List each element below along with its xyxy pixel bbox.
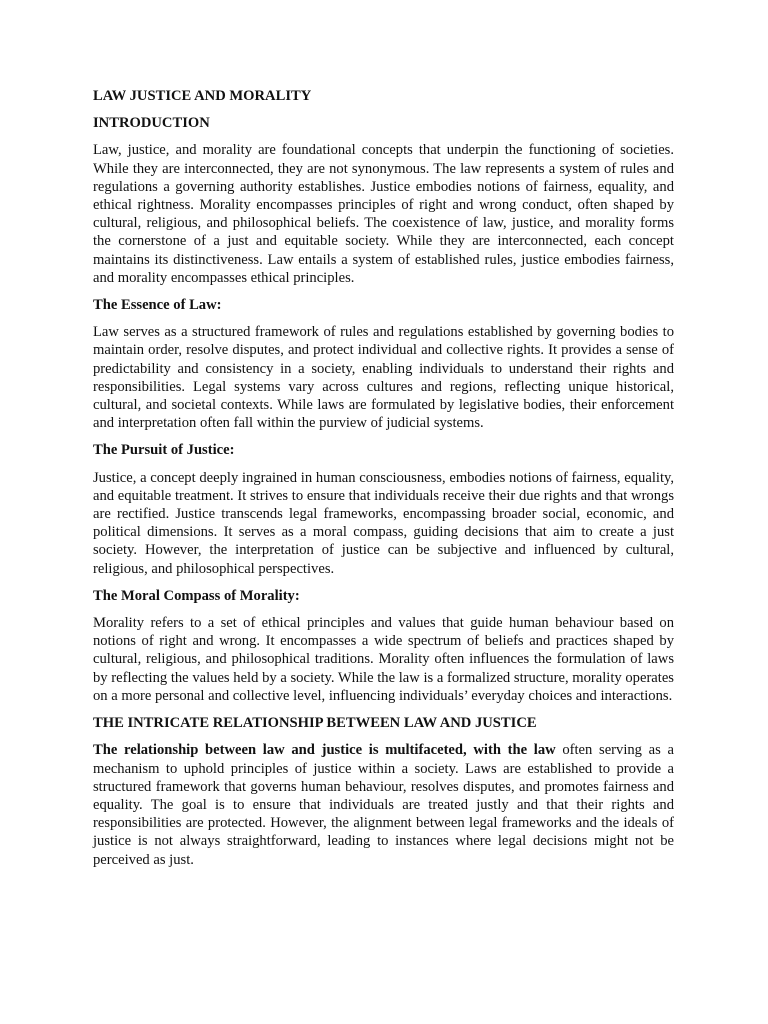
relationship-bold-lead: The relationship between law and justice is multifaceted, with the law [93, 742, 556, 759]
document-page [93, 87, 674, 878]
introduction-paragraph: Law, justice, and morality are foundational concepts that underpin the functioning of societies. While they are interconnected, they are not synonymous. The law represents a system of rules and regulations a governing authority establishes. Justice embodies notions of fairness, equality, and ethical rightness. Morality encompasses principles of right and wrong conduct, often shaped by cultural, religious, and philosophical beliefs. The coexistence of law, justice, and morality forms the cornerstone of a just and equitable society. While they are interconnected, each concept maintains its distinctiveness. Law entails a system of established rules, justice embodies fairness, and morality encompasses ethical principles. [93, 142, 674, 286]
pursuit-of-justice-paragraph: Justice, a concept deeply ingrained in human consciousness, embodies notions of fairness, equality, and equitable treatment. It strives to ensure that individuals receive their due rights and that wrongs are rectified. Justice transcends legal frameworks, encompassing broader social, economic, and political dimensions. It serves as a moral compass, guiding decisions that aim to create a just society. However, the interpretation of justice can be subjective and influenced by cultural, religious, and philosophical perspectives. [93, 469, 674, 577]
relationship-body-text: often serving as a mechanism to uphold principles of justice within a society. Laws are established to provide a structured framework that governs human behaviour, resolves disputes, and promotes fairness and equality. The goal is to ensure that individuals are treated justly and that their rights and responsibilities are protected. However, the alignment between legal frameworks and the ideals of justice is not always straightforward, leading to instances where legal decisions might not be perceived as just. [93, 742, 674, 868]
document-title: LAW JUSTICE AND MORALITY [93, 88, 312, 104]
law-justice-relationship-paragraph [93, 741, 674, 868]
essence-of-law-paragraph: Law serves as a structured framework of rules and regulations established by governing bodies to maintain order, resolve disputes, and protect individual and collective rights. It provides a sense of predictability and consistency in a society, enabling individuals to understand their rights and responsibilities. Legal systems vary across cultures and regions, reflecting unique historical, cultural, and societal contexts. While laws are formulated by legislative bodies, their enforcement and interpretation often fall within the purview of judicial systems. [93, 324, 674, 432]
moral-compass-heading: The Moral Compass of Morality: [93, 587, 300, 604]
essence-of-law-heading: The Essence of Law: [93, 297, 222, 314]
moral-compass-paragraph: Morality refers to a set of ethical principles and values that guide human behaviour based on notions of right and wrong. It encompasses a wide spectrum of beliefs and practices shaped by cultural, religious, and philosophical traditions. Morality often influences the formulation of laws by reflecting the values held by a society. While the law is a formalized structure, morality operates on a more personal and collective level, influencing individuals’ everyday choices and interactions. [93, 615, 674, 704]
introduction-heading: INTRODUCTION [93, 115, 210, 132]
pursuit-of-justice-heading: The Pursuit of Justice: [93, 442, 235, 459]
law-justice-relationship-heading: THE INTRICATE RELATIONSHIP BETWEEN LAW AND JUSTICE [93, 715, 537, 732]
